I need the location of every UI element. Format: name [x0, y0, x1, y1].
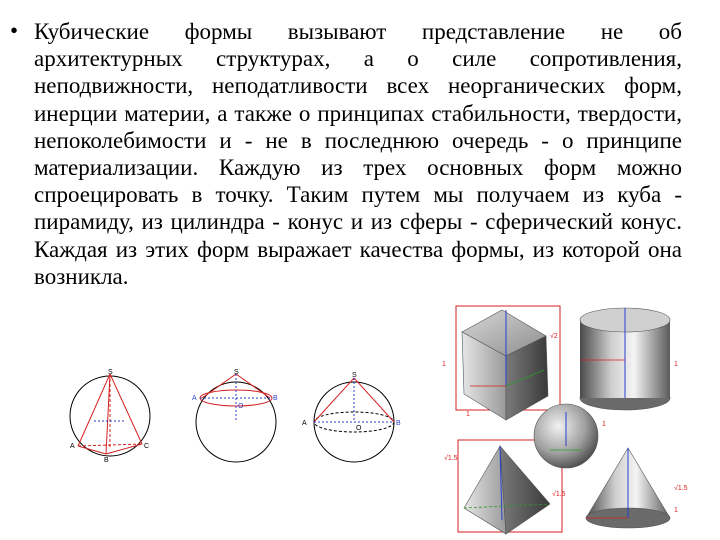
- pyramid-dim-edge: √1.5: [552, 491, 566, 498]
- sketch-3-label-a: A: [302, 420, 307, 427]
- sketch-2-label-a: A: [192, 395, 197, 402]
- shaded-solids-illustration: [440, 290, 710, 540]
- body-paragraph: Кубические формы вызывают представление не об архитектурных структурах, а о силе сопротивления, неподвижности, неподатливости всех неорганических форм, инерции материи, а также о принципах стабильности, твердости, непоколебимости и - не в последнюю очередь - о принципе материализации. Каждую из трех основных форм можно спроецировать в точку. Таким путем мы получаем из куба - пирамиду, из цилиндра - конус и из сферы - сферический конус. Каждая из этих форм выражает качества формы, из которой она возникла.: [34, 19, 682, 289]
- sphere-figure: [534, 404, 606, 468]
- cube-dim-diagonal: √2: [550, 333, 558, 340]
- cone-dim-height: 1: [674, 507, 678, 514]
- sketch-3-label-o: O: [356, 425, 362, 432]
- sphere-cone-sketch: [190, 368, 282, 466]
- cylinder-figure: [580, 308, 678, 410]
- sketch-2-label-o: O: [238, 403, 244, 410]
- pyramid-in-sphere-sketch: [64, 366, 156, 466]
- cone-figure: [586, 448, 688, 528]
- bullet-point: •: [10, 18, 19, 43]
- sketch-1-label-a: A: [70, 443, 75, 450]
- sphere-dim: 1: [602, 421, 606, 428]
- cube-figure: [442, 306, 560, 420]
- sketch-2-top-label: S: [234, 369, 239, 376]
- sketch-3-label-b: B: [396, 420, 401, 427]
- sketch-1-label-b: B: [104, 457, 109, 464]
- pyramid-dim-slant: √1.5: [444, 455, 458, 462]
- sphere-sketch: [302, 370, 408, 468]
- cone-dim-slant: √1.5: [674, 485, 688, 492]
- cylinder-dim-height: 1: [674, 361, 678, 368]
- sketch-1-label-c: C: [144, 443, 150, 450]
- sketch-2-label-b: B: [273, 395, 278, 402]
- cube-dim-width: 1: [466, 411, 470, 418]
- cube-dim-height: 1: [442, 361, 446, 368]
- sketch-3-top-label: S: [352, 372, 357, 379]
- sketch-1-top-label: S: [108, 369, 113, 376]
